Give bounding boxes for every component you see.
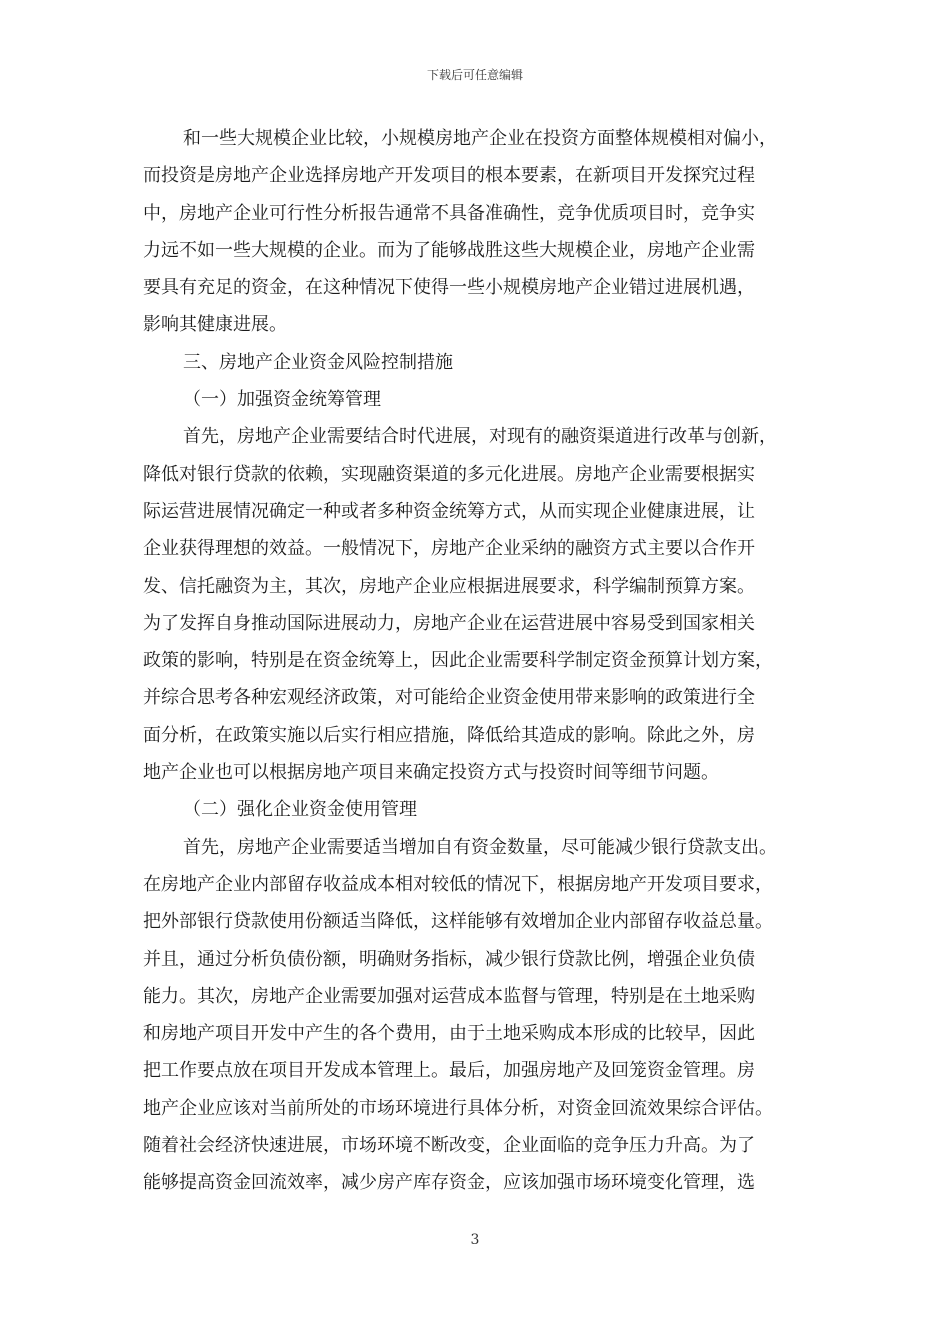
paragraph-line: 发、信托融资为主，其次，房地产企业应根据进展要求，科学编制预算方案。: [143, 575, 755, 597]
paragraph-line: 企业获得理想的效益。一般情况下，房地产企业采纳的融资方式主要以合作开: [143, 538, 755, 560]
paragraph-line: 把外部银行贷款使用份额适当降低，这样能够有效增加企业内部留存收益总量。: [143, 911, 773, 933]
paragraph-line: 要具有充足的资金，在这种情况下使得一些小规模房地产企业错过进展机遇，: [143, 277, 755, 299]
subsection-heading: （二）强化企业资金使用管理: [183, 799, 417, 821]
paragraph-line: 力远不如一些大规模的企业。而为了能够战胜这些大规模企业，房地产企业需: [143, 239, 755, 261]
paragraph-line: 际运营进展情况确定一种或者多种资金统筹方式，从而实现企业健康进展，让: [143, 500, 755, 522]
paragraph-line: 能力。其次，房地产企业需要加强对运营成本监督与管理，特别是在土地采购: [143, 985, 755, 1007]
paragraph-line: 为了发挥自身推动国际进展动力，房地产企业在运营进展中容易受到国家相关: [143, 612, 755, 634]
paragraph-line: 地产企业应该对当前所处的市场环境进行具体分析，对资金回流效果综合评估。: [143, 1097, 773, 1119]
paragraph-line: 和房地产项目开发中产生的各个费用，由于土地采购成本形成的比较早，因此: [143, 1023, 755, 1045]
paragraph-line: 能够提高资金回流效率，减少房产库存资金，应该加强市场环境变化管理，选: [143, 1172, 755, 1194]
page-header: 下载后可任意编辑: [426, 68, 523, 82]
paragraph-line: 地产企业也可以根据房地产项目来确定投资方式与投资时间等细节问题。: [143, 762, 719, 784]
paragraph-line: 而投资是房地产企业选择房地产开发项目的根本要素，在新项目开发探究过程: [143, 165, 755, 187]
subsection-heading: （一）加强资金统筹管理: [183, 389, 381, 411]
paragraph-line: 把工作要点放在项目开发成本管理上。最后，加强房地产及回笼资金管理。房: [143, 1060, 755, 1082]
paragraph-line: 随着社会经济快速进展，市场环境不断改变，企业面临的竞争压力升高。为了: [143, 1135, 755, 1157]
paragraph-line: 政策的影响，特别是在资金统筹上，因此企业需要科学制定资金预算计划方案，: [143, 650, 773, 672]
paragraph-line: 面分析，在政策实施以后实行相应措施，降低给其造成的影响。除此之外，房: [143, 724, 755, 746]
paragraph-line: 影响其健康进展。: [143, 314, 287, 336]
paragraph-line: 中，房地产企业可行性分析报告通常不具备准确性，竞争优质项目时，竞争实: [143, 202, 755, 224]
section-heading: 三、房地产企业资金风险控制措施: [183, 351, 453, 373]
paragraph-line: 并且，通过分析负债份额，明确财务指标，减少银行贷款比例，增强企业负债: [143, 948, 755, 970]
paragraph-line: 首先，房地产企业需要结合时代进展，对现有的融资渠道进行改革与创新，: [183, 426, 777, 448]
paragraph-line: 并综合思考各种宏观经济政策，对可能给企业资金使用带来影响的政策进行全: [143, 687, 755, 709]
page-number: 3: [470, 1232, 480, 1248]
paragraph-line: 在房地产企业内部留存收益成本相对较低的情况下，根据房地产开发项目要求，: [143, 873, 773, 895]
paragraph-line: 和一些大规模企业比较，小规模房地产企业在投资方面整体规模相对偏小，: [183, 128, 777, 149]
document-body: [143, 120, 810, 1202]
paragraph-line: 首先，房地产企业需要适当增加自有资金数量，尽可能减少银行贷款支出。: [183, 836, 777, 858]
paragraph-line: 降低对银行贷款的依赖，实现融资渠道的多元化进展。房地产企业需要根据实: [143, 463, 755, 485]
